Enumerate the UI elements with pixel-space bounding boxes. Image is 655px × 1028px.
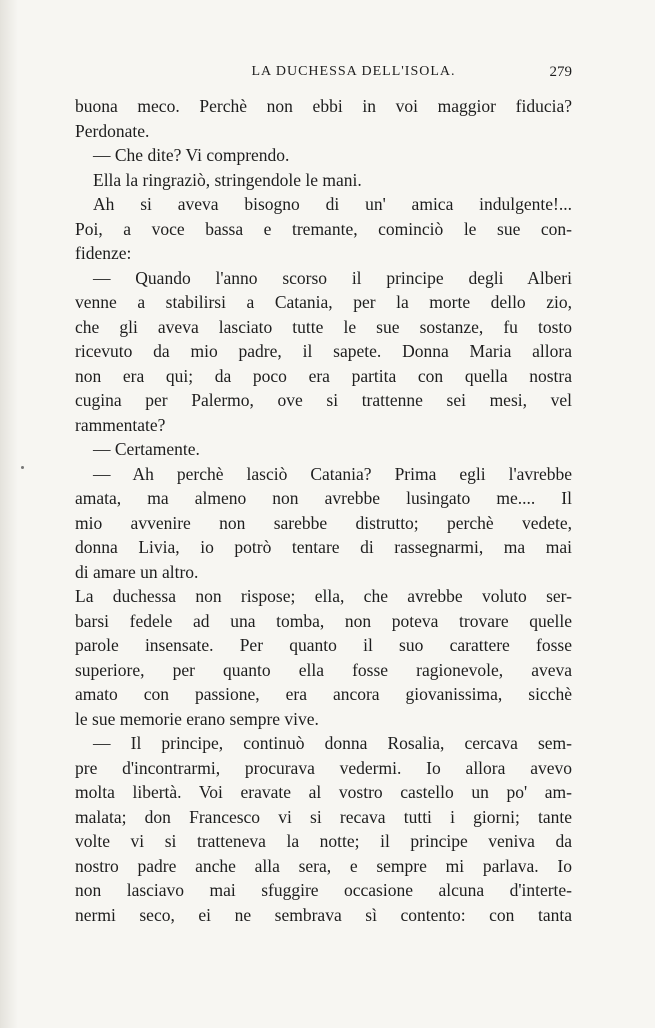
text-line: amato con passione, era ancora giovanissima, sicchè — [75, 684, 572, 704]
text-line: Ah si aveva bisogno di un' amica indulgente!... — [93, 194, 572, 214]
text-line: molta libertà. Voi eravate al vostro castello un po' am- — [75, 782, 572, 802]
text-line: pre d'incontrarmi, procurava vedermi. Io allora avevo — [75, 757, 572, 778]
running-title: LA DUCHESSA DELL'ISOLA. — [251, 64, 456, 79]
text-line: — Certamente. — [93, 439, 200, 459]
page-binding-shadow — [0, 0, 18, 1028]
text-line: Ella la ringraziò, stringendole le mani. — [93, 169, 362, 190]
page-header — [75, 64, 572, 84]
text-line: le sue memorie erano sempre vive. — [75, 708, 319, 729]
text-line: — Quando l'anno scorso il principe degli Alberi — [93, 267, 572, 288]
text-line: donna Livia, io potrò tentare di rassegnarmi, ma mai — [75, 537, 572, 557]
page-number: 279 — [549, 64, 572, 80]
text-line: La duchessa non rispose; ella, che avrebbe voluto ser- — [75, 586, 572, 606]
text-line: Poi, a voce bassa e tremante, cominciò le sue con- — [75, 218, 572, 239]
text-line: nermi seco, ei ne sembrava sì contento: con tanta — [75, 904, 572, 925]
text-line: ricevuto da mio padre, il sapete. Donna Maria allora — [75, 341, 572, 361]
text-line: buona meco. Perchè non ebbi in voi maggior fiducia? — [75, 96, 572, 116]
text-line: parole insensate. Per quanto il suo carattere fosse — [75, 635, 572, 655]
text-line: venne a stabilirsi a Catania, per la morte dello zio, — [75, 292, 572, 312]
text-line: — Che dite? Vi comprendo. — [93, 145, 290, 165]
text-line: non lasciavo mai sfuggire occasione alcuna d'interte- — [75, 880, 572, 900]
text-line: che gli aveva lasciato tutte le sue sostanze, fu tosto — [75, 316, 572, 337]
text-line: rammentate? — [75, 414, 166, 435]
text-line: malata; don Francesco vi si recava tutti i giorni; tante — [75, 806, 572, 827]
text-line: cugina per Palermo, ove si trattenne sei mesi, vel — [75, 390, 572, 410]
text-line: fidenze: — [75, 243, 132, 263]
text-line: superiore, per quanto ella fosse ragionevole, aveva — [75, 659, 572, 680]
text-line: volte vi si tratteneva la notte; il principe veniva da — [75, 831, 572, 851]
text-line: — Ah perchè lasciò Catania? Prima egli l'avrebbe — [93, 463, 572, 484]
text-line: di amare un altro. — [75, 561, 199, 582]
text-line: Perdonate. — [75, 120, 150, 141]
ink-speck — [21, 466, 24, 469]
text-line: — Il principe, continuò donna Rosalia, cercava sem- — [93, 733, 572, 753]
text-line: nostro padre anche alla sera, e sempre mi parlava. Io — [75, 855, 572, 876]
text-line: amata, ma almeno non avrebbe lusingato me.... Il — [75, 488, 572, 508]
text-line: barsi fedele ad una tomba, non poteva trovare quelle — [75, 610, 572, 631]
body-text — [75, 94, 572, 927]
text-line: non era qui; da poco era partita con quella nostra — [75, 365, 572, 386]
text-line: mio avvenire non sarebbe distrutto; perchè vedete, — [75, 512, 572, 533]
